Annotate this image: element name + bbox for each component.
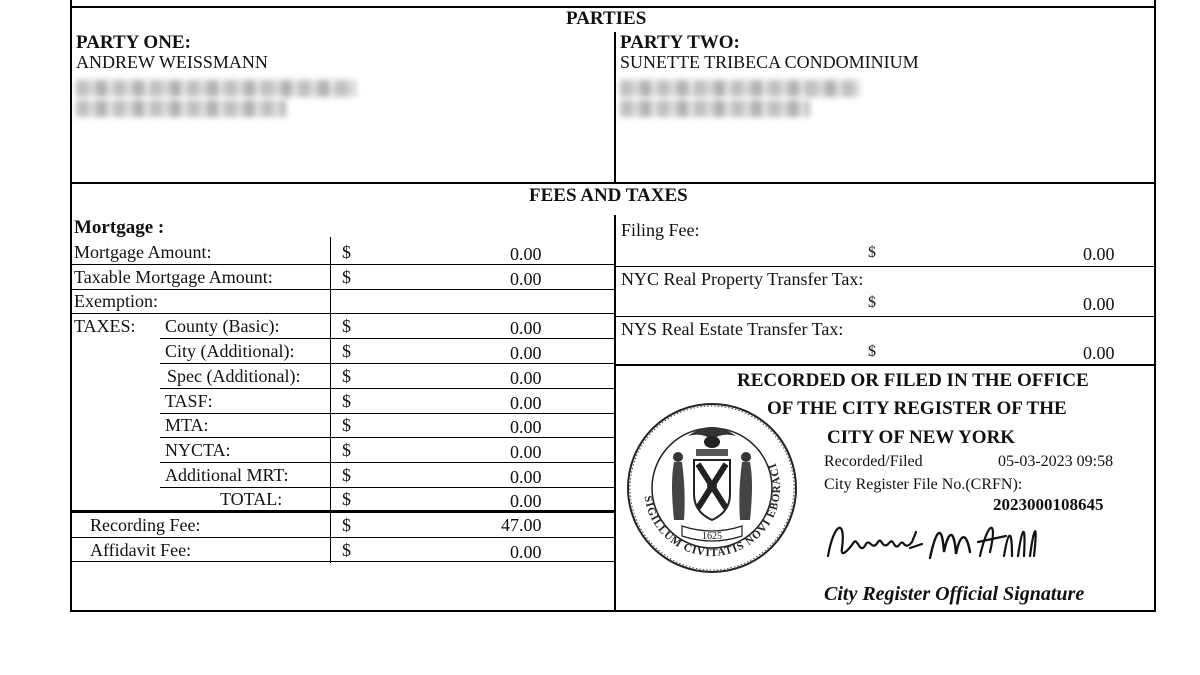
currency-sign: $ [342, 391, 351, 411]
currency-sign: $ [342, 415, 351, 435]
currency-sign: $ [868, 343, 876, 360]
row-line [160, 338, 614, 339]
row-line [616, 316, 1154, 317]
currency-sign: $ [342, 267, 351, 287]
fee-value-mortgage-amount: 0.00 [510, 244, 542, 264]
frame-right [1154, 0, 1156, 612]
register-signature [820, 512, 1040, 572]
currency-sign: $ [342, 242, 351, 262]
party-two-city-redacted [620, 100, 810, 117]
recorded-line-2: OF THE CITY REGISTER OF THE [767, 398, 1067, 419]
fee-label-additional-mrt: Additional MRT: [165, 465, 289, 485]
recorded-line-1: RECORDED OR FILED IN THE OFFICE [737, 370, 1089, 391]
row-line [160, 487, 614, 488]
currency-sign: $ [342, 440, 351, 460]
fee-value-nycta: 0.00 [510, 442, 542, 462]
fee-value-recording: 47.00 [501, 515, 542, 535]
fees-heading: FEES AND TAXES [529, 185, 688, 206]
value-column-divider [330, 237, 331, 563]
recorded-value: 05-03-2023 09:58 [998, 453, 1114, 470]
frame-left [70, 0, 72, 612]
fee-label-exemption: Exemption: [74, 291, 158, 311]
currency-sign: $ [342, 341, 351, 361]
crfn-label: City Register File No.(CRFN): [824, 476, 1023, 493]
fee-label-total: TOTAL: [220, 489, 283, 509]
row-line [160, 413, 614, 414]
currency-sign: $ [868, 294, 876, 311]
row-line [160, 388, 614, 389]
party-two-address-redacted [620, 80, 860, 97]
fee-label-mortgage-amount: Mortgage Amount: [74, 242, 212, 262]
row-line [616, 266, 1154, 267]
party-one-name: ANDREW WEISSMANN [76, 52, 268, 72]
parties-divider [614, 32, 616, 182]
currency-sign: $ [868, 244, 876, 261]
nys-transfer-tax-value: 0.00 [1083, 343, 1115, 363]
fee-value-taxable-amount: 0.00 [510, 269, 542, 289]
currency-sign: $ [342, 540, 351, 560]
fee-value-city: 0.00 [510, 343, 542, 363]
nys-transfer-tax-label: NYS Real Estate Transfer Tax: [621, 319, 844, 339]
row-line [160, 462, 614, 463]
seal-year: 1625 [702, 531, 722, 542]
fees-divider [614, 215, 616, 611]
currency-sign: $ [342, 465, 351, 485]
currency-sign: $ [342, 515, 351, 535]
section-divider [70, 182, 1156, 184]
party-two-label: PARTY TWO: [620, 32, 740, 53]
fee-value-spec: 0.00 [510, 368, 542, 388]
frame-bottom [70, 610, 1156, 612]
recorded-label: Recorded/Filed [824, 453, 923, 470]
fee-value-tasf: 0.00 [510, 393, 542, 413]
fee-label-taxable-amount: Taxable Mortgage Amount: [74, 267, 273, 287]
fee-label-city: City (Additional): [165, 341, 295, 361]
mortgage-heading: Mortgage : [74, 217, 165, 238]
fee-label-mta: MTA: [165, 415, 209, 435]
fee-label-tasf: TASF: [165, 391, 213, 411]
fee-value-total: 0.00 [510, 491, 542, 511]
crfn-value: 2023000108645 [993, 495, 1104, 514]
fee-label-spec: Spec (Additional): [167, 366, 301, 386]
taxes-label: TAXES: [74, 316, 136, 336]
party-two-name: SUNETTE TRIBECA CONDOMINIUM [620, 52, 919, 72]
parties-heading: PARTIES [566, 8, 647, 29]
row-line [160, 363, 614, 364]
party-one-label: PARTY ONE: [76, 32, 191, 53]
currency-sign: $ [342, 316, 351, 336]
row-line [160, 437, 614, 438]
row-line [72, 537, 614, 538]
currency-sign: $ [342, 366, 351, 386]
party-one-address-redacted [76, 80, 356, 97]
fee-label-recording: Recording Fee: [90, 515, 201, 535]
fee-value-affidavit: 0.00 [510, 542, 542, 562]
party-one-city-redacted [76, 100, 286, 117]
nyc-seal-icon [626, 402, 798, 574]
nyc-transfer-tax-value: 0.00 [1083, 294, 1115, 314]
row-line [616, 364, 1154, 366]
seal-motto: SIGILLUM CIVITATIS NOVI EBORACI [641, 460, 784, 560]
fee-value-county: 0.00 [510, 318, 542, 338]
fee-label-affidavit: Affidavit Fee: [90, 540, 192, 560]
signature-caption: City Register Official Signature [824, 583, 1085, 605]
nyc-transfer-tax-label: NYC Real Property Transfer Tax: [621, 269, 864, 289]
fee-value-mta: 0.00 [510, 417, 542, 437]
currency-sign: $ [342, 489, 351, 509]
recorded-line-3: CITY OF NEW YORK [827, 427, 1016, 448]
fee-label-nycta: NYCTA: [165, 440, 231, 460]
fee-value-additional-mrt: 0.00 [510, 467, 542, 487]
fee-label-county: County (Basic): [165, 316, 280, 336]
filing-fee-value: 0.00 [1083, 244, 1115, 264]
row-line [72, 313, 614, 314]
filing-fee-label: Filing Fee: [621, 220, 700, 240]
